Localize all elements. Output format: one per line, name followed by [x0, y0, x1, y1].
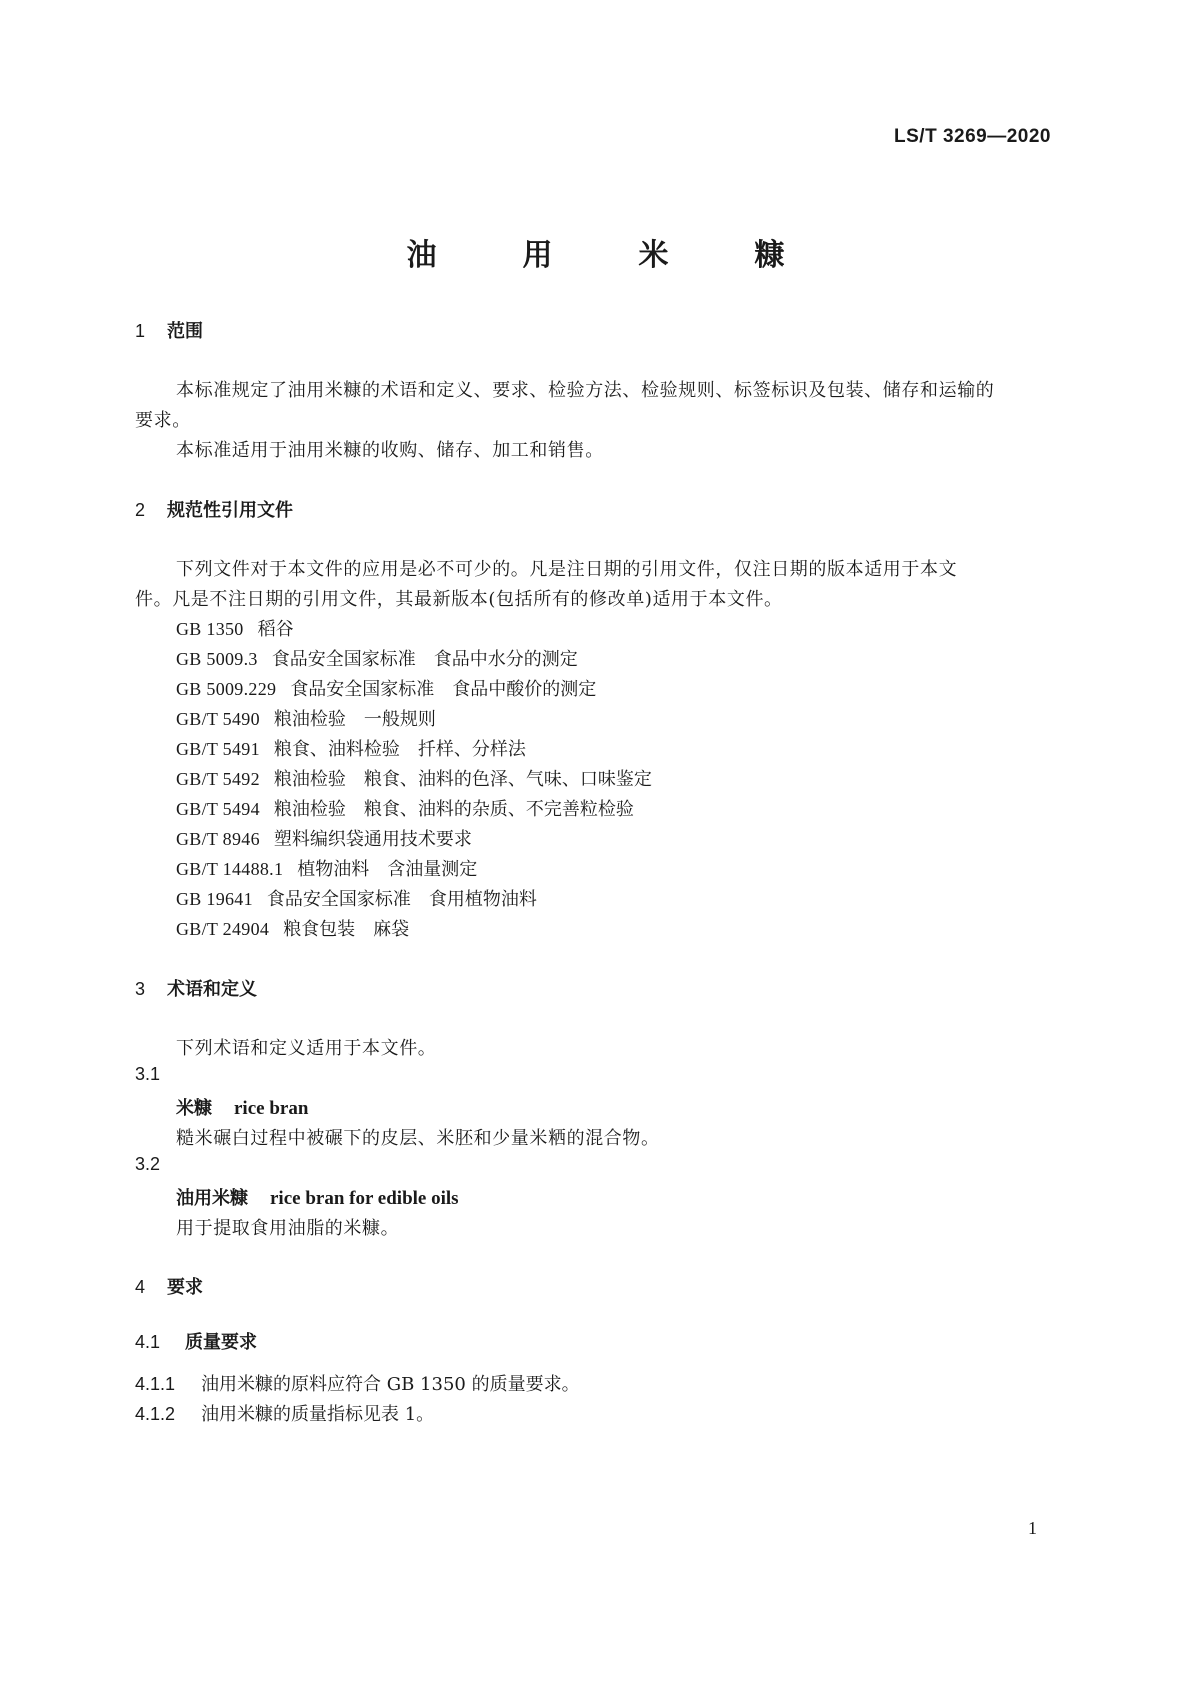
reference-code: GB/T 14488.1 [176, 859, 284, 879]
paragraph: 下列术语和定义适用于本文件。 [176, 1038, 437, 1059]
reference-title: 稻谷 [257, 619, 294, 640]
section-number: 1 [135, 321, 146, 341]
reference-title: 植物油料 含油量测定 [297, 859, 478, 880]
reference-item [176, 675, 596, 701]
section-title: 术语和定义 [167, 979, 257, 1000]
reference-title: 食品安全国家标准 食品中水分的测定 [271, 649, 578, 670]
reference-code: GB/T 24904 [176, 919, 270, 939]
subsection-number: 4.1 [135, 1332, 161, 1352]
clause-item [135, 1370, 580, 1396]
section-number: 2 [135, 500, 146, 520]
clause-number: 4.1.2 [135, 1404, 176, 1424]
reference-code: GB/T 5491 [176, 739, 260, 759]
document-title: 油 用 米 糠 [406, 238, 813, 273]
clause-item [135, 1400, 434, 1426]
reference-code: GB/T 5490 [176, 709, 260, 729]
section-title: 规范性引用文件 [167, 500, 293, 521]
reference-title: 粮食、油料检验 扦样、分样法 [273, 739, 526, 760]
reference-item [176, 645, 578, 671]
reference-item [176, 765, 652, 791]
section-title: 范围 [167, 321, 203, 342]
reference-item [176, 615, 294, 641]
reference-title: 食品安全国家标准 食品中酸价的测定 [290, 679, 597, 700]
reference-code: GB/T 8946 [176, 829, 260, 849]
term-en: rice bran [234, 1098, 309, 1119]
reference-title: 食品安全国家标准 食用植物油料 [266, 889, 537, 910]
reference-item [176, 735, 526, 761]
reference-item [176, 795, 634, 821]
term-en: rice bran for edible oils [270, 1188, 459, 1209]
term-heading [176, 1094, 308, 1120]
section-number: 3 [135, 979, 146, 999]
clause-text: 油用米糠的质量指标见表 1。 [201, 1404, 435, 1425]
paragraph: 本标准规定了油用米糠的术语和定义、要求、检验方法、检验规则、标签标识及包装、储存和运输的 [176, 380, 995, 401]
reference-code: GB 5009.3 [176, 649, 258, 669]
section-1-heading [135, 317, 203, 343]
reference-item [176, 915, 409, 941]
reference-code: GB/T 5492 [176, 769, 260, 789]
section-2-heading [135, 496, 293, 522]
term-cn: 油用米糠 [176, 1188, 248, 1209]
reference-code: GB/T 5494 [176, 799, 260, 819]
term-cn: 米糠 [176, 1098, 212, 1119]
paragraph: 下列文件对于本文件的应用是必不可少的。凡是注日期的引用文件，仅注日期的版本适用于本文 [176, 559, 958, 580]
reference-title: 粮油检验 粮食、油料的色泽、气味、口味鉴定 [273, 769, 652, 790]
reference-code: GB 19641 [176, 889, 253, 909]
paragraph: 件。凡是不注日期的引用文件，其最新版本(包括所有的修改单)适用于本文件。 [135, 589, 783, 610]
reference-title: 粮油检验 一般规则 [273, 709, 436, 730]
term-definition: 用于提取食用油脂的米糠。 [176, 1218, 400, 1239]
section-4-heading [135, 1273, 203, 1299]
subsection-4-1-heading [135, 1328, 257, 1354]
section-number: 4 [135, 1277, 146, 1297]
subsection-title: 质量要求 [185, 1332, 257, 1353]
section-title: 要求 [167, 1277, 203, 1298]
paragraph: 要求。 [135, 410, 191, 431]
paragraph: 本标准适用于油用米糠的收购、储存、加工和销售。 [176, 440, 604, 461]
reference-item [176, 705, 436, 731]
clause-number: 4.1.1 [135, 1374, 176, 1394]
page-number: 1 [1028, 1518, 1037, 1538]
standard-code: LS/T 3269—2020 [894, 126, 1051, 147]
term-number: 3.1 [135, 1064, 161, 1084]
reference-item [176, 825, 472, 851]
reference-code: GB 1350 [176, 619, 244, 639]
reference-item [176, 855, 477, 881]
term-heading [176, 1184, 459, 1210]
term-number: 3.2 [135, 1154, 161, 1174]
reference-code: GB 5009.229 [176, 679, 277, 699]
term-definition: 糙米碾白过程中被碾下的皮层、米胚和少量米粞的混合物。 [176, 1128, 660, 1149]
section-3-heading [135, 975, 257, 1001]
reference-title: 粮食包装 麻袋 [283, 919, 410, 940]
reference-item [176, 885, 537, 911]
reference-title: 塑料编织袋通用技术要求 [273, 829, 472, 850]
reference-title: 粮油检验 粮食、油料的杂质、不完善粒检验 [273, 799, 634, 820]
clause-text: 油用米糠的原料应符合 GB 1350 的质量要求。 [201, 1374, 580, 1395]
